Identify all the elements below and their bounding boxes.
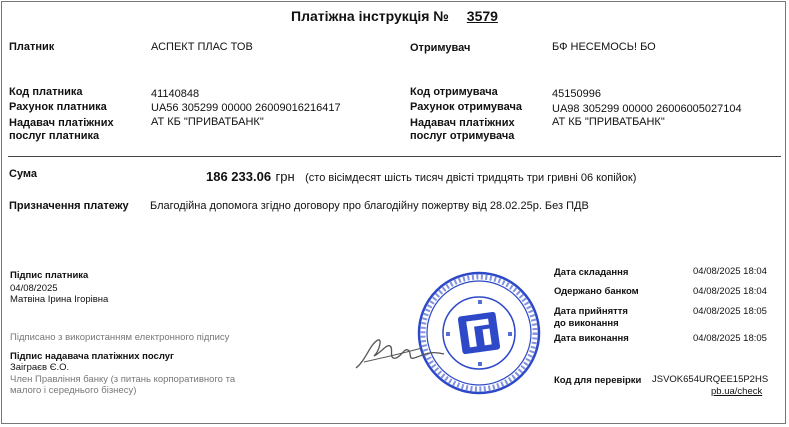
- section-divider: [8, 156, 781, 157]
- payer-label: Платник: [9, 41, 55, 53]
- provider-signatory-position-2: малого і середнього бізнесу): [10, 385, 137, 396]
- recipient-account-label: Рахунок отримувача: [410, 101, 522, 113]
- payer-code: 41140848: [151, 88, 200, 100]
- recipient-name: БФ НЕСЕМОСЬ! БО: [552, 41, 656, 53]
- payer-signature-date: 04/08/2025: [10, 283, 58, 294]
- amount-row: [206, 168, 636, 186]
- e-signature-note: Підписано з використанням електронного підпису: [10, 332, 230, 343]
- date-received-value: 04/08/2025 18:04: [693, 286, 767, 297]
- recipient-label: Отримувач: [410, 42, 471, 54]
- title-text: Платіжна інструкція №: [291, 8, 449, 24]
- amount-value: 186 233.06: [206, 169, 272, 184]
- payer-provider-label-2: послуг платника: [9, 130, 100, 142]
- payer-account-label: Рахунок платника: [9, 101, 107, 113]
- payer-name: АСПЕКТ ПЛАС ТОВ: [151, 41, 253, 53]
- provider-signatory-position-1: Член Правління банку (з питань корпоративного та: [10, 374, 236, 385]
- document-title: [0, 8, 789, 24]
- recipient-code: 45150996: [552, 88, 601, 100]
- provider-signature-label: Підпис надавача платіжних послуг: [10, 351, 174, 362]
- amount-words: (сто вісімдесят шість тисяч двісті тридцять три гривні 06 копійок): [305, 172, 637, 184]
- payer-code-label: Код платника: [9, 86, 83, 98]
- date-accepted-label-2: до виконання: [554, 318, 619, 329]
- purpose-text: Благодійна допомога згідно договору про благодійну пожертву від 28.02.25р. Без ПДВ: [150, 200, 589, 212]
- instruction-number: 3579: [466, 8, 498, 24]
- recipient-provider: АТ КБ "ПРИВАТБАНК": [552, 116, 665, 128]
- date-accepted-label-1: Дата прийняття: [554, 306, 628, 317]
- handwritten-signature-icon: [352, 330, 452, 372]
- check-link[interactable]: pb.ua/check: [711, 386, 763, 397]
- payer-account: UA56 305299 00000 26009016216417: [151, 102, 341, 114]
- date-executed-value: 04/08/2025 18:05: [693, 333, 767, 344]
- payer-signature-name: Матвіна Ірина Ігорівна: [10, 294, 109, 305]
- date-received-label: Одержано банком: [554, 286, 639, 297]
- payer-signature-label: Підпис платника: [10, 270, 89, 281]
- check-code-label: Код для перевірки: [554, 375, 642, 386]
- provider-signatory-name: Заіграєв Є.О.: [10, 362, 70, 373]
- recipient-provider-label-2: послуг отримувача: [410, 130, 515, 142]
- recipient-provider-label-1: Надавач платіжних: [410, 117, 515, 129]
- date-executed-label: Дата виконання: [554, 333, 629, 344]
- payer-provider-label-1: Надавач платіжних: [9, 117, 114, 129]
- amount-label: Сума: [9, 168, 38, 180]
- check-code: JSVOK654URQEE15P2HS: [652, 374, 769, 385]
- recipient-account: UA98 305299 00000 26006005027104: [552, 103, 742, 115]
- amount-currency: грн: [275, 169, 295, 184]
- purpose-label: Призначення платежу: [9, 200, 129, 212]
- date-accepted-value: 04/08/2025 18:05: [693, 306, 767, 317]
- date-created-value: 04/08/2025 18:04: [693, 266, 767, 277]
- recipient-code-label: Код отримувача: [410, 86, 498, 98]
- date-created-label: Дата складання: [554, 267, 629, 278]
- payer-provider: АТ КБ "ПРИВАТБАНК": [151, 116, 264, 128]
